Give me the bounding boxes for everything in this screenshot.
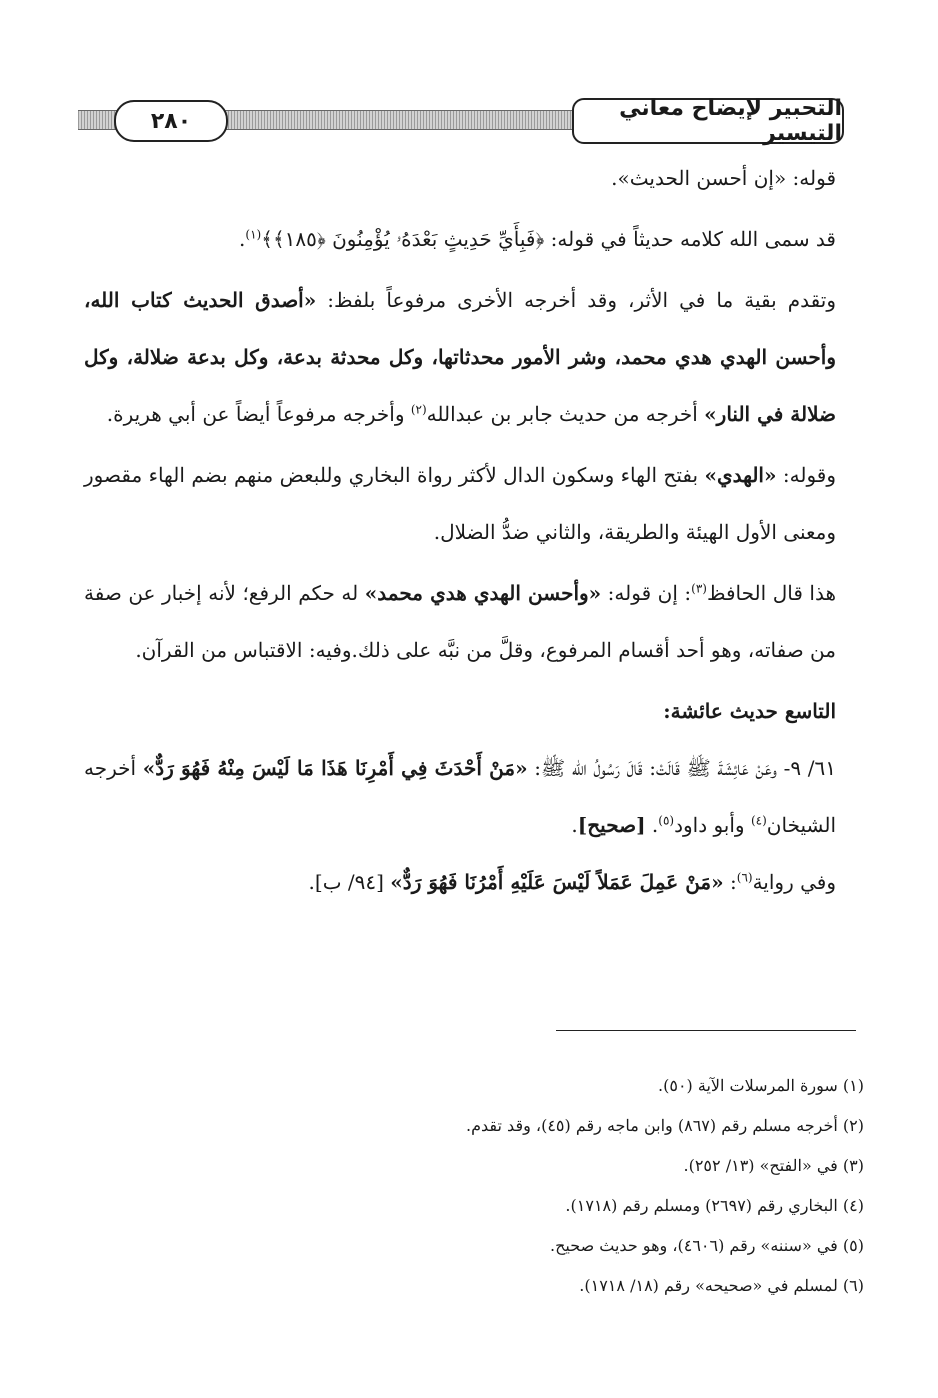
footnotes — [84, 1066, 864, 1306]
footnote-4: (٤) البخاري رقم (٢٦٩٧) ومسلم رقم (١٧١٨). — [565, 1196, 864, 1215]
section-heading: التاسع حديث عائشة: — [663, 699, 836, 723]
footnote-ref-1[interactable]: (١) — [245, 227, 262, 242]
paragraph-6: ٦١/ ٩- وعَنْ عَائِشَةَ ﷺ قَالَتْ: قَالَ رَسُولُ الله ﷺ: «مَنْ أَحْدَثَ فِي أَمْرِنَا هَذَا مَا لَيْسَ مِنْهُ فَهُوَ رَدٌّ» أخرجه الشيخان$^{(٤)}$ وأبو داود$^{(٥)}$. [صحيح]. — [84, 756, 836, 837]
footnote-ref-2[interactable]: (٢) — [410, 402, 427, 417]
grade-label: [صحيح] — [577, 813, 646, 837]
footnote-5: (٥) في «سننه» رقم (٤٦٠٦)، وهو حديث صحيح. — [550, 1236, 864, 1255]
paragraph-3: وتقدم بقية ما في الأثر، وقد أخرجه الأخرى مرفوعاً بلفظ: «أصدق الحديث كتاب الله، وأحسن الهدي هدي محمد، وشر الأمور محدثاتها، وكل محدثة بدعة، وكل بدعة ضلالة، وكل ضلالة في النار» أخرجه من حديث جابر بن عبدالله$^{(٢)}$ وأخرجه مرفوعاً أيضاً عن أبي هريرة. — [84, 288, 836, 426]
paragraph-7: وفي رواية$^{(٦)}$: «مَنْ عَمِلَ عَمَلاً لَيْسَ عَلَيْهِ أَمْرُنَا فَهُوَ رَدٌّ» [٩٤/ ب]. — [308, 870, 836, 894]
paragraph-4: وقوله: «الهدي» بفتح الهاء وسكون الدال لأكثر رواة البخاري وللبعض منهم بضم الهاء مقصور ومعنى الأول الهيئة والطريقة، والثاني ضدُّ الضلال. — [84, 463, 836, 544]
book-title: التحبير لإيضاح معاني التيسير — [572, 98, 844, 144]
footnote-3: (٣) في «الفتح» (١٣/ ٢٥٢). — [683, 1156, 864, 1175]
paragraph-1: قوله: «إن أحسن الحديث». — [611, 166, 836, 190]
paragraph-5: هذا قال الحافظ$^{(٣)}$: إن قوله: «وأحسن الهدي هدي محمد» له حكم الرفع؛ لأنه إخبار عن صفة من صفاته، وهو أحد أقسام المرفوع، وقلَّ من نبَّه على ذلك.وفيه: الاقتباس من القرآن. — [84, 581, 836, 662]
paragraph-2: قد سمى الله كلامه حديثاً في قوله: ﴿فَبِأَيِّ حَدِيثٍ بَعْدَهُۥ يُؤْمِنُونَ ﴿١٨٥﴾﴾$^{(١)}$. — [239, 227, 836, 251]
main-text — [84, 150, 836, 911]
page-number: ٢٨٠ — [114, 100, 228, 142]
footnote-separator — [556, 1030, 856, 1031]
footnote-2: (٢) أخرجه مسلم رقم (٨٦٧) وابن ماجه رقم (٤٥)، وقد تقدم. — [466, 1116, 864, 1135]
hadith-quote: «أصدق الحديث كتاب الله، وأحسن الهدي هدي محمد، وشر الأمور محدثاتها، وكل محدثة بدعة، وكل بدعة ضلالة، وكل ضلالة في النار» — [84, 288, 836, 426]
footnote-ref-6[interactable]: (٦) — [736, 870, 753, 885]
footnote-6: (٦) لمسلم في «صحيحه» رقم (١٨/ ١٧١٨). — [579, 1276, 864, 1295]
footnote-ref-5[interactable]: (٥) — [658, 813, 675, 828]
footnote-ref-3[interactable]: (٣) — [691, 581, 707, 596]
footnote-ref-4[interactable]: (٤) — [750, 813, 767, 828]
footnote-1: (١) سورة المرسلات الآية (٥٠). — [658, 1076, 864, 1095]
page-header — [78, 96, 844, 148]
